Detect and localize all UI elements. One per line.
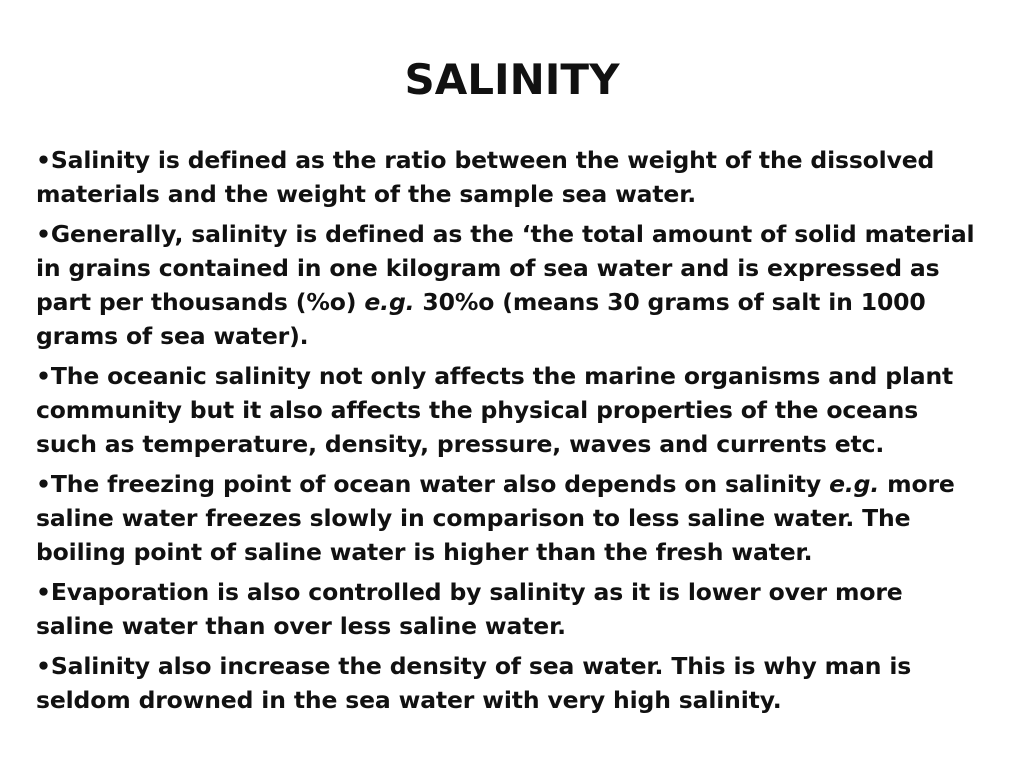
bullet-paragraph bbox=[36, 649, 981, 717]
bullet-text: •Evaporation is also controlled by salinity as it is lower over more saline water than over less saline water. bbox=[36, 578, 903, 640]
bullet-paragraph bbox=[36, 467, 981, 569]
bullet-text: •The freezing point of ocean water also depends on salinity bbox=[36, 470, 830, 498]
bullet-paragraph bbox=[36, 359, 981, 461]
bullet-text: •Salinity is defined as the ratio between the weight of the dissolved materials and the weight of the sample sea water. bbox=[36, 146, 935, 208]
slide-body bbox=[36, 143, 981, 723]
bullet-text: •Salinity also increase the density of sea water. This is why man is seldom drowned in the sea water with very high salinity. bbox=[36, 652, 912, 714]
bullet-italic-text: e.g. bbox=[364, 288, 415, 316]
bullet-italic-text: e.g. bbox=[829, 470, 880, 498]
bullet-text: more saline water freezes slowly in comparison to less saline water. The boiling point of saline water is higher than the fresh water. bbox=[36, 470, 955, 566]
bullet-paragraph bbox=[36, 575, 981, 643]
bullet-text: •The oceanic salinity not only affects the marine organisms and plant community but it also affects the physical properties of the oceans such as temperature, density, pressure, waves and currents etc. bbox=[36, 362, 954, 458]
bullet-text: 30%o (means 30 grams of salt in 1000 grams of sea water). bbox=[36, 288, 926, 350]
slide-title: SALINITY bbox=[404, 55, 620, 104]
bullet-paragraph bbox=[36, 217, 981, 353]
bullet-paragraph bbox=[36, 143, 981, 211]
bullet-text: •Generally, salinity is defined as the ‘the total amount of solid material in grains contained in one kilogram of sea water and is expressed as part per thousands (%o) bbox=[36, 220, 975, 316]
